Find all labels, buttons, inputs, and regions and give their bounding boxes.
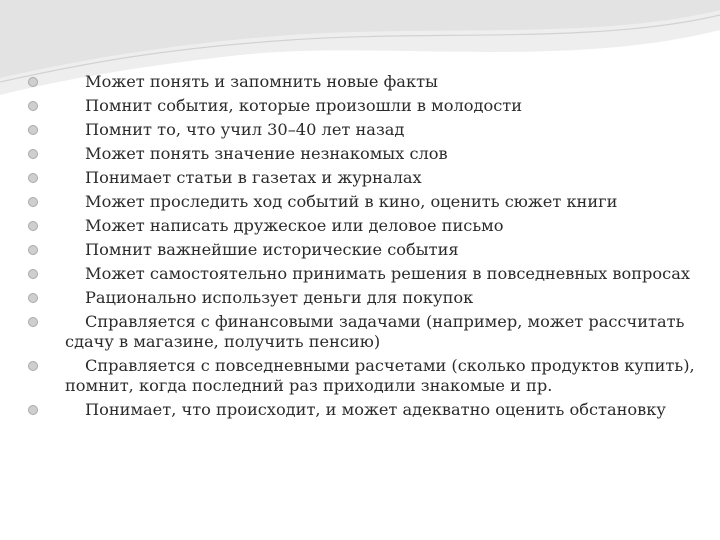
list-item: [28, 288, 703, 308]
bullet-icon: [28, 317, 38, 327]
list-item: [28, 240, 703, 260]
bullet-icon: [28, 149, 38, 159]
list-item: [28, 216, 703, 236]
list-item-text: Справляется с финансовыми задачами (например, может рассчитать сдачу в магазине, получить пенсию): [65, 312, 685, 351]
bullet-icon: [28, 197, 38, 207]
abilities-list: [28, 72, 703, 424]
list-item-text: Может самостоятельно принимать решения в повседневных вопросах: [85, 264, 690, 283]
list-item: [28, 312, 703, 352]
list-item: [28, 192, 703, 212]
list-item-text: Справляется с повседневными расчетами (сколько продуктов купить), помнит, когда последний раз приходили знакомые и пр.: [65, 356, 695, 395]
list-item-text: Помнит то, что учил 30–40 лет назад: [85, 120, 405, 139]
bullet-icon: [28, 101, 38, 111]
list-item: [28, 168, 703, 188]
list-item-text: Помнит события, которые произошли в молодости: [85, 96, 523, 115]
bullet-icon: [28, 405, 38, 415]
list-item-text: Помнит важнейшие исторические события: [85, 240, 459, 259]
list-item: [28, 264, 703, 284]
list-item-text: Может понять значение незнакомых слов: [85, 144, 448, 163]
bullet-icon: [28, 221, 38, 231]
list-item-text: Понимает статьи в газетах и журналах: [85, 168, 422, 187]
list-item: [28, 96, 703, 116]
list-item: [28, 356, 703, 396]
bullet-icon: [28, 293, 38, 303]
bullet-icon: [28, 173, 38, 183]
bullet-icon: [28, 77, 38, 87]
list-item-text: Может проследить ход событий в кино, оценить сюжет книги: [85, 192, 618, 211]
list-item: [28, 144, 703, 164]
list-item-text: Может понять и запомнить новые факты: [85, 72, 438, 91]
list-item: [28, 120, 703, 140]
bullet-icon: [28, 361, 38, 371]
list-item-text: Понимает, что происходит, и может адекватно оценить обстановку: [85, 400, 666, 419]
bullet-icon: [28, 269, 38, 279]
list-item: [28, 400, 703, 420]
list-item: [28, 72, 703, 92]
list-item-text: Рационально использует деньги для покупок: [85, 288, 474, 307]
bullet-icon: [28, 125, 38, 135]
list-item-text: Может написать дружеское или деловое письмо: [85, 216, 504, 235]
bullet-icon: [28, 245, 38, 255]
